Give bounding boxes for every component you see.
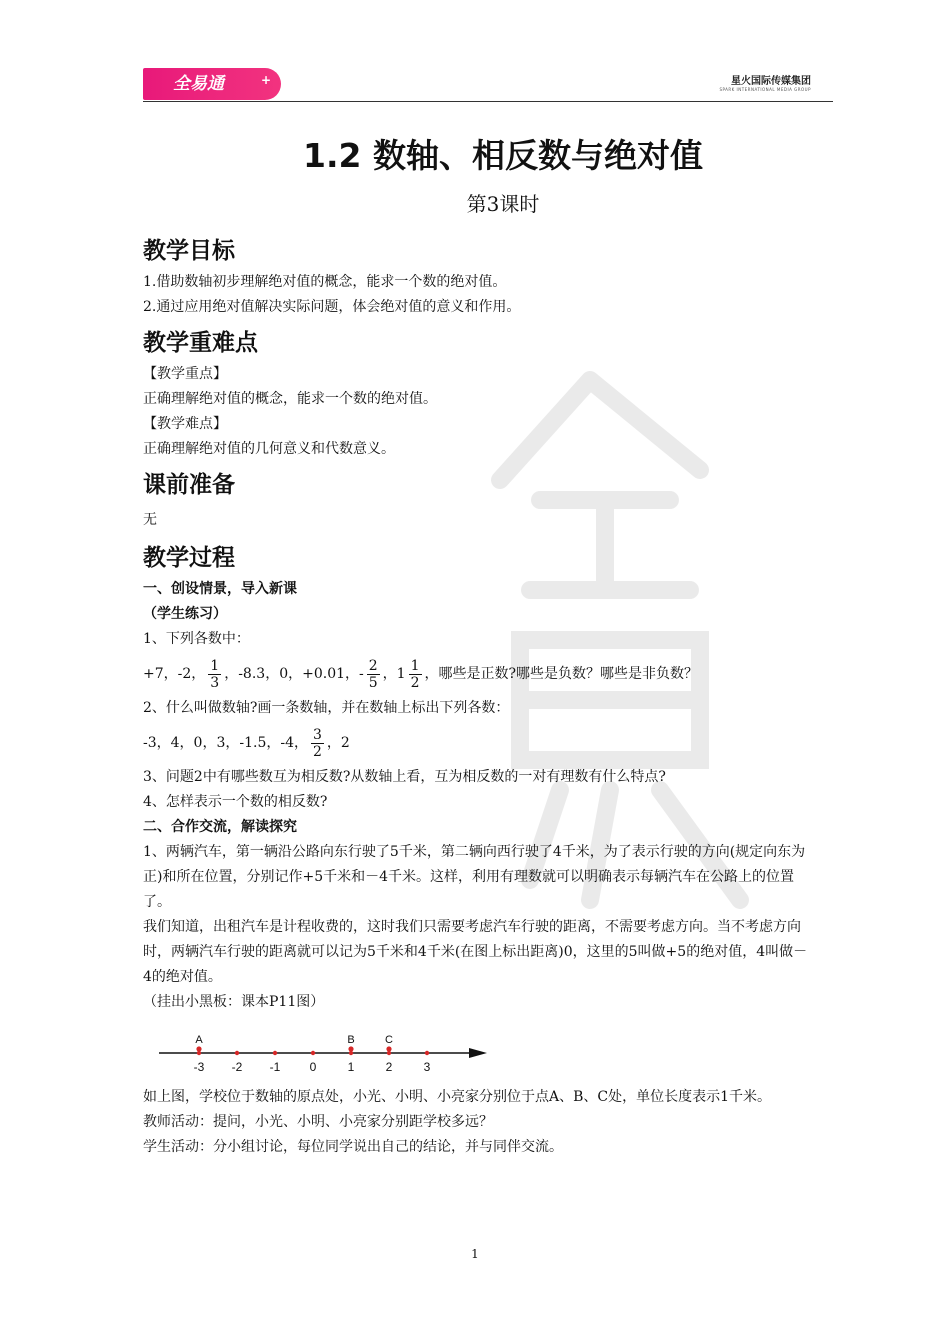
header-divider (143, 101, 833, 102)
tick-label: 3 (423, 1060, 431, 1074)
fraction (311, 727, 324, 760)
difficulty-text: 正确理解绝对值的几何意义和代数意义。 (143, 441, 395, 457)
fraction-numerator: 2 (368, 657, 378, 674)
fraction-numerator: 3 (313, 726, 322, 743)
tick-mark-0 (311, 1051, 315, 1055)
key-points-heading: 教学重难点 (143, 330, 258, 356)
tick-label: 2 (385, 1060, 393, 1074)
point-A (196, 1046, 201, 1051)
fraction-denominator: 3 (210, 674, 220, 691)
focus-label: 【教学重点】 (143, 366, 227, 382)
page-header (143, 66, 833, 102)
logo-text: 全易通 (173, 74, 224, 94)
page-subtitle: 第3课时 (466, 192, 540, 216)
star-icon: + (260, 73, 271, 87)
text-run: ，-8.3，0，+0.01，- (224, 666, 364, 682)
logo (143, 68, 281, 100)
part2-title: 二、合作交流，解读探究 (143, 819, 297, 835)
preparation-heading: 课前准备 (143, 472, 235, 498)
page-number: 1 (471, 1247, 479, 1261)
tick-mark-3 (425, 1051, 429, 1055)
point-label: A (195, 1034, 203, 1046)
fraction (208, 658, 221, 691)
fraction-denominator: 5 (368, 674, 378, 691)
practice-label: （学生练习） (143, 606, 227, 622)
text-run: ，哪些是正数?哪些是负数？哪些是非负数？ (424, 666, 699, 682)
text-run: ，1 (382, 666, 406, 682)
board-note: （挂出小黑板：课本P11图） (143, 994, 325, 1010)
question-3: 3、问题2中有哪些数互为相反数?从数轴上看，互为相反数的一对有理数有什么特点? (143, 769, 666, 785)
tick-label: -1 (269, 1060, 281, 1074)
tick-label: 1 (347, 1060, 355, 1074)
question-1: 1、下列各数中： (143, 631, 250, 647)
fraction-numerator: 1 (210, 657, 220, 674)
document-body (143, 232, 808, 1160)
number-line-figure (155, 1019, 495, 1079)
brand (719, 72, 811, 92)
focus-text: 正确理解绝对值的概念，能求一个数的绝对值。 (143, 391, 437, 407)
paragraph: 我们知道，出租汽车是计程收费的，这时我们只需要考虑汽车行驶的距离，不需要考虑方向。当不考虑方向时，两辆汽车行驶的距离就可以记为5千米和4千米(在图上标出距离)0，这里的5叫做+5的绝对值，4叫做－4的绝对值。 (143, 919, 808, 985)
tick-mark--1 (273, 1051, 277, 1055)
question-2-numbers (143, 721, 808, 765)
text-run: -3，4，0，3，-1.5，-4， (143, 735, 308, 751)
objective-item: 1.借助数轴初步理解绝对值的概念，能求一个数的绝对值。 (143, 274, 507, 290)
arrow-icon (469, 1048, 487, 1058)
student-activity: 学生活动：分小组讨论，每位同学说出自己的结论，并与同伴交流。 (143, 1139, 563, 1155)
fraction (367, 658, 380, 691)
text-run: ，2 (326, 735, 350, 751)
brand-name: 星火国际传媒集团 (731, 76, 811, 87)
part1-title: 一、创设情景，导入新课 (143, 581, 297, 597)
question-1-numbers (143, 652, 808, 696)
brand-english: SPARK INTERNATIONAL MEDIA GROUP (719, 87, 811, 92)
tick-mark--2 (235, 1051, 239, 1055)
process-heading: 教学过程 (143, 545, 235, 571)
tick-label: -3 (193, 1060, 205, 1074)
objective-item: 2.通过应用绝对值解决实际问题，体会绝对值的意义和作用。 (143, 299, 521, 315)
preparation-text: 无 (143, 512, 157, 528)
question-4: 4、怎样表示一个数的相反数? (143, 794, 328, 810)
tick-label: 0 (309, 1060, 317, 1074)
fraction (409, 658, 422, 691)
fraction-numerator: 1 (410, 657, 420, 674)
fraction-denominator: 2 (313, 743, 322, 760)
text-run: +7，-2， (143, 666, 206, 682)
tick-label: -2 (231, 1060, 243, 1074)
point-label: B (347, 1034, 355, 1046)
point-C (386, 1046, 391, 1051)
fraction-denominator: 2 (410, 674, 420, 691)
point-label: C (385, 1034, 393, 1046)
teacher-activity: 教师活动：提问，小光、小明、小亮家分别距学校多远？ (143, 1114, 493, 1130)
point-B (348, 1046, 353, 1051)
paragraph: 如上图，学校位于数轴的原点处，小光、小明、小亮家分别位于点A、B、C处，单位长度表示1千米。 (143, 1089, 772, 1105)
paragraph: 1、两辆汽车，第一辆沿公路向东行驶了5千米，第二辆向西行驶了4千米，为了表示行驶的方向(规定向东为正)和所在位置，分别记作+5千米和－4千米。这样，利用有理数就可以明确表示每辆汽车在公路上的位置了。 (143, 844, 806, 910)
objectives-heading: 教学目标 (143, 238, 235, 264)
page-title: 1.2 数轴、相反数与绝对值 (303, 136, 703, 175)
difficulty-label: 【教学难点】 (143, 416, 227, 432)
question-2: 2、什么叫做数轴?画一条数轴，并在数轴上标出下列各数： (143, 700, 510, 716)
